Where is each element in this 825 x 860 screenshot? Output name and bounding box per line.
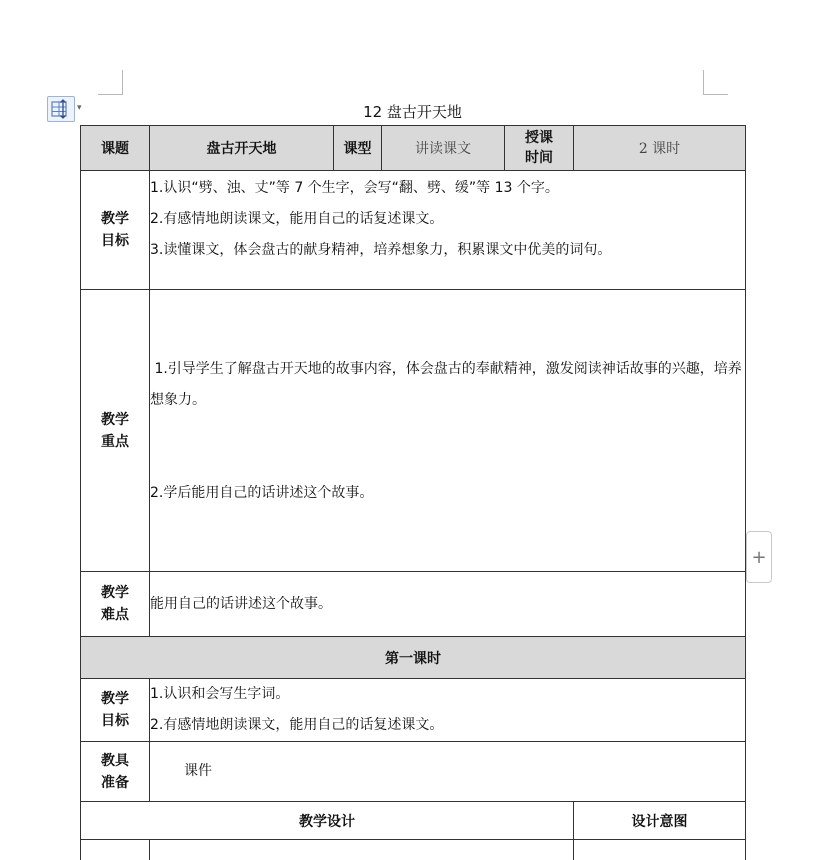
key-point-item: 2.学后能用自己的话讲述这个故事。: [150, 485, 374, 501]
design-header-row: [81, 802, 746, 840]
add-row-button[interactable]: +: [746, 531, 772, 583]
difficulties-label-cell: [81, 572, 150, 637]
objectives-label: 教学目标: [101, 211, 129, 249]
page-margin-mark-top-left: [98, 70, 123, 95]
design-spacer-cell: [81, 840, 150, 860]
lesson-objectives-row: [81, 679, 746, 742]
design-content-row: [81, 840, 746, 860]
intent-content-cell[interactable]: [574, 840, 746, 860]
lesson-objectives-label-cell: [81, 679, 150, 742]
tools-label-cell: [81, 742, 150, 802]
tools-value: 课件: [150, 742, 746, 802]
lesson-objectives-content: [150, 679, 746, 742]
lesson-objectives-label: 教学目标: [101, 691, 129, 729]
table-move-handle-icon[interactable]: [47, 96, 75, 122]
page-margin-mark-top-right: [703, 70, 728, 95]
difficulties-content: 能用自己的话讲述这个故事。: [150, 572, 746, 637]
tools-row: [81, 742, 746, 802]
topic-label: 课题: [81, 126, 150, 171]
key-points-row: [81, 290, 746, 572]
difficulties-label: 教学难点: [101, 585, 129, 623]
key-points-label: 教学重点: [101, 411, 129, 450]
type-value: 讲读课文: [382, 126, 505, 171]
header-row: [81, 126, 746, 171]
topic-value: 盘古开天地: [150, 126, 334, 171]
objective-item: 2.有感情地朗读课文，能用自己的话复述课文。: [150, 211, 444, 227]
objectives-label-cell: [81, 171, 150, 290]
chevron-down-icon[interactable]: ▾: [77, 103, 82, 113]
lesson-plan-table: [80, 125, 746, 860]
design-content-cell[interactable]: [150, 840, 574, 860]
objective-item: 3.读懂课文，体会盘古的献身精神，培养想象力，积累课文中优美的词句。: [150, 242, 612, 258]
objective-item: 1.认识“劈、浊、丈”等 7 个生字，会写“翻、劈、缓”等 13 个字。: [150, 180, 559, 196]
lesson-objective-item: 1.认识和会写生字词。: [150, 686, 290, 702]
key-point-item: 1.引导学生了解盘古开天地的故事内容，体会盘古的奉献精神，激发阅读神话故事的兴趣，培养想象力。: [150, 361, 742, 408]
document-title: 12 盘古开天地: [363, 103, 462, 121]
objectives-content: [150, 171, 746, 290]
first-lesson-row: [81, 637, 746, 679]
time-label: 授课时间: [525, 130, 553, 166]
lesson-objective-item: 2.有感情地朗读课文，能用自己的话复述课文。: [150, 717, 444, 733]
time-value: 2 课时: [574, 126, 746, 171]
tools-label: 教具准备: [101, 752, 129, 791]
objectives-row: [81, 171, 746, 290]
key-points-label-cell: [81, 290, 150, 572]
difficulties-row: [81, 572, 746, 637]
intent-label: 设计意图: [574, 802, 746, 840]
design-label: 教学设计: [81, 802, 574, 840]
key-points-content: [150, 290, 746, 572]
time-label-cell: [505, 126, 574, 171]
first-lesson-title: 第一课时: [81, 637, 746, 679]
type-label: 课型: [334, 126, 382, 171]
